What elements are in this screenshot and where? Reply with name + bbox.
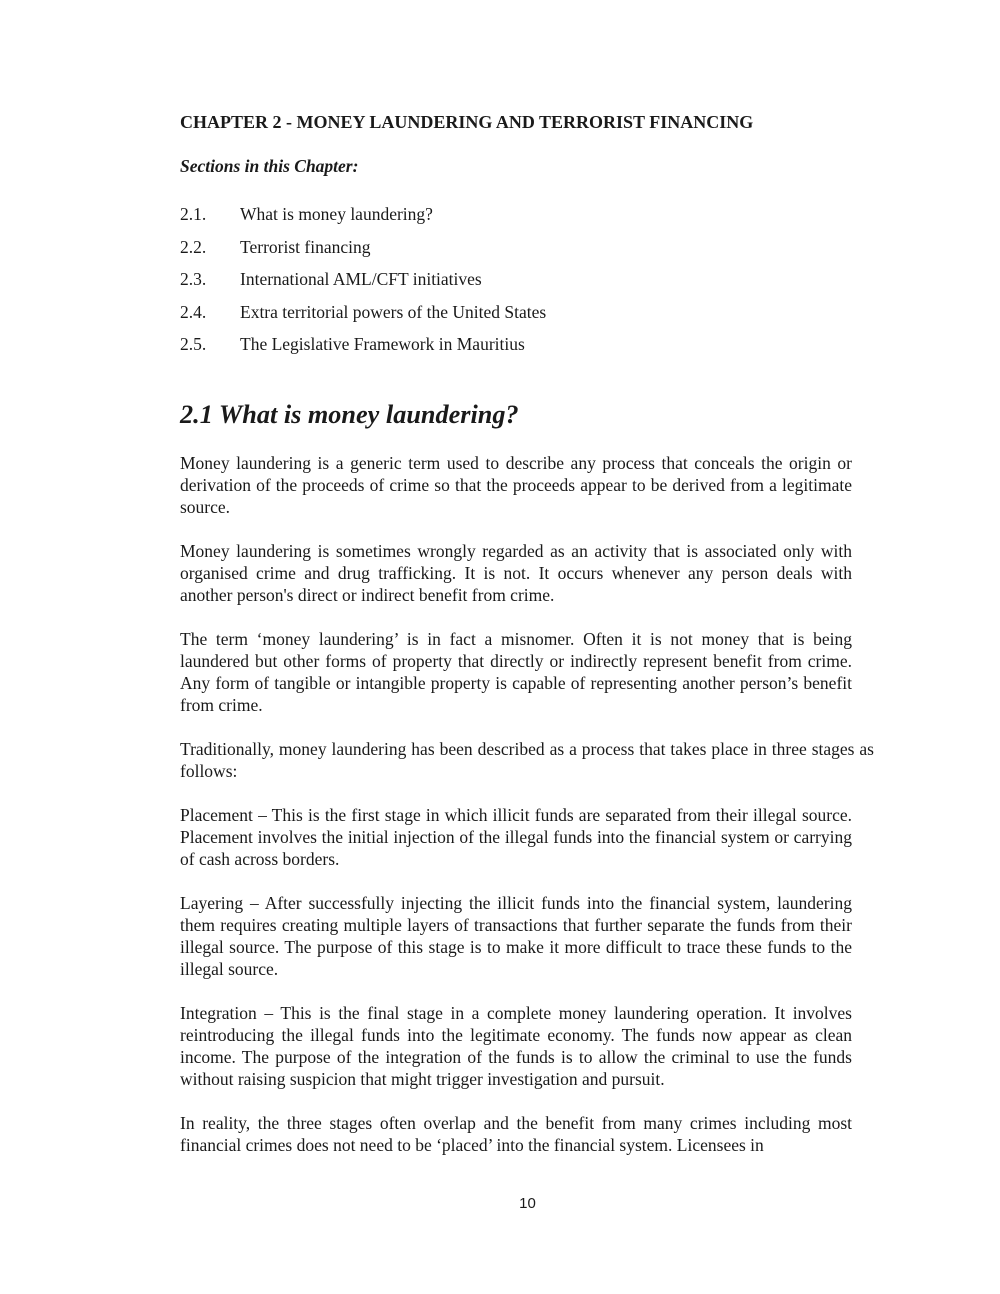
- section-number: 2.2.: [180, 236, 207, 257]
- sections-list: [180, 203, 546, 366]
- paragraph-misconception: Money laundering is sometimes wrongly regarded as an activity that is associated only with organised crime and drug trafficking. It is not. It occurs whenever any person deals with another person's direct or indirect benefit from crime.: [180, 541, 852, 605]
- paragraph-three-stages: Traditionally, money laundering has been described as a process that takes place in three stages as follows:: [180, 739, 874, 781]
- page-number: 10: [519, 1195, 536, 1212]
- section-heading: 2.1 What is money laundering?: [180, 400, 519, 429]
- paragraph-misnomer: The term ‘money laundering’ is in fact a misnomer. Often it is not money that is being laundered but other forms of property that directly or indirectly represent benefit from crime. Any form of tangible or intangible property is capable of representing another person’s benefit from crime.: [180, 629, 852, 715]
- paragraph-overlap: In reality, the three stages often overlap and the benefit from many crimes including most financial crimes does not need to be ‘placed’ into the financial system. Licensees in: [180, 1113, 852, 1155]
- paragraph-placement: Placement – This is the first stage in which illicit funds are separated from their illegal source. Placement involves the initial injection of the illegal funds into the financial system or carrying of cash across borders.: [180, 805, 852, 869]
- section-title: International AML/CFT initiatives: [240, 269, 482, 289]
- section-number: 2.3.: [180, 269, 207, 289]
- paragraph-integration: Integration – This is the final stage in a complete money laundering operation. It involves reintroducing the illegal funds into the legitimate economy. The funds now appear as clean income. The purpose of the integration of the funds is to allow the criminal to use the funds without raising suspicion that might trigger investigation and pursuit.: [180, 1003, 852, 1089]
- section-title: The Legislative Framework in Mauritius: [240, 334, 525, 354]
- section-number: 2.5.: [180, 334, 207, 354]
- section-title: What is money laundering?: [240, 204, 433, 224]
- paragraph-layering: Layering – After successfully injecting the illicit funds into the financial system, laundering them requires creating multiple layers of transactions that further separate the funds from their illegal source. The purpose of this stage is to make it more difficult to trace these funds to the illegal source.: [180, 893, 852, 979]
- paragraph-definition: Money laundering is a generic term used to describe any process that conceals the origin or derivation of the proceeds of crime so that the proceeds appear to be derived from a legitimate source.: [180, 453, 852, 517]
- list-item: [180, 268, 546, 301]
- list-item: [180, 203, 546, 236]
- sections-heading: Sections in this Chapter:: [180, 156, 359, 176]
- list-item: [180, 236, 546, 269]
- section-number: 2.4.: [180, 301, 207, 322]
- list-item: [180, 301, 546, 334]
- section-title: Terrorist financing: [240, 236, 371, 257]
- list-item: [180, 333, 546, 366]
- section-number: 2.1.: [180, 204, 207, 224]
- section-title: Extra territorial powers of the United States: [240, 301, 547, 322]
- chapter-title: CHAPTER 2 - MONEY LAUNDERING AND TERRORIST FINANCING: [180, 112, 754, 132]
